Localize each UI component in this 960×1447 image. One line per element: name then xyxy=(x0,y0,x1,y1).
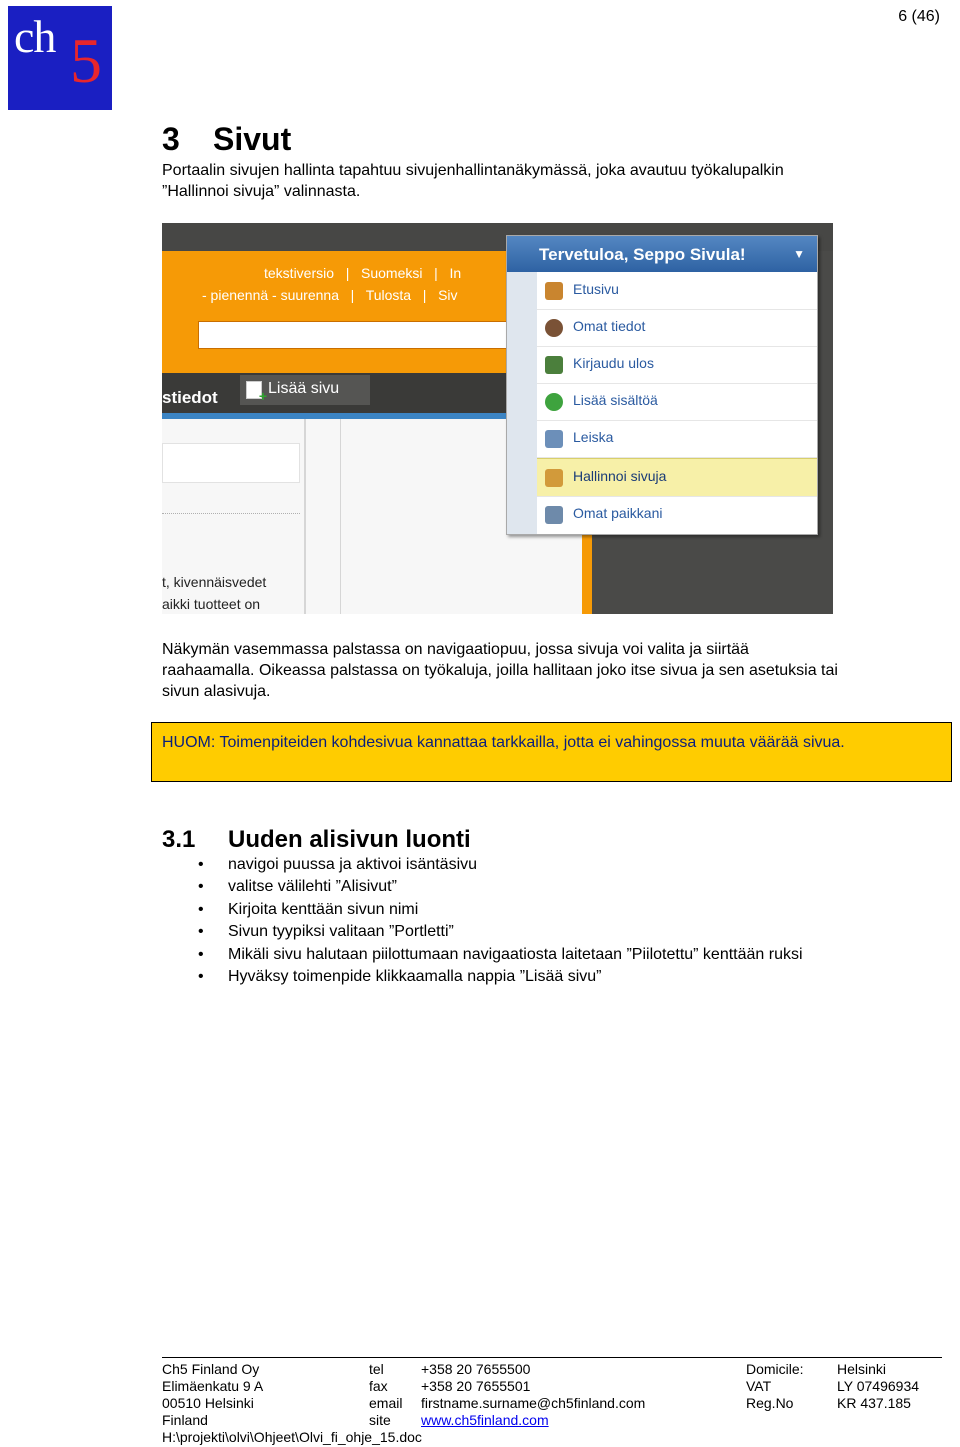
footer-label-domicile: Domicile: xyxy=(746,1361,804,1377)
portal-side-text-2: aikki tuotteet on xyxy=(162,596,261,612)
menu-item-omat-paikkani[interactable] xyxy=(537,496,817,533)
menu-item-hallinnoi-sivuja[interactable] xyxy=(537,458,817,497)
menu-item-label: Omat paikkani xyxy=(573,505,663,521)
footer-email: firstname.surname@ch5finland.com xyxy=(421,1395,646,1411)
menu-item-label: Leiska xyxy=(573,429,614,445)
footer-label-site: site xyxy=(369,1412,391,1428)
footer-fax: +358 20 7655501 xyxy=(421,1378,531,1394)
subsection-title: Uuden alisivun luonti xyxy=(228,826,471,853)
page-number: 6 (46) xyxy=(898,8,940,25)
footer-address: Elimäenkatu 9 A xyxy=(162,1378,264,1394)
portal-column-divider-2 xyxy=(340,419,341,614)
portal-top-links: tekstiversio | Suomeksi | In xyxy=(264,265,462,281)
add-page-icon xyxy=(246,381,262,399)
menu-item-lisaa-sisaltoa[interactable] xyxy=(537,383,817,421)
menu-title: Tervetuloa, Seppo Sivula! xyxy=(539,245,746,264)
user-dropdown-menu xyxy=(506,235,818,535)
section-title: Sivut xyxy=(213,121,292,157)
menu-item-label: Omat tiedot xyxy=(573,318,646,334)
footer-contact-values xyxy=(421,1361,645,1429)
menu-item-kirjaudu-ulos[interactable] xyxy=(537,346,817,384)
add-page-label: Lisää sivu xyxy=(268,380,340,397)
footer-vat: LY 07496934 xyxy=(837,1378,920,1394)
note-box xyxy=(151,722,952,782)
footer-label-fax: fax xyxy=(369,1378,388,1394)
home-icon xyxy=(545,282,563,300)
list-item: • valitse välilehti ”Alisivut” xyxy=(228,876,803,898)
logout-icon xyxy=(545,356,563,374)
footer-label-regno: Reg.No xyxy=(746,1395,794,1411)
portal-side-text-1: t, kivennäisvedet xyxy=(162,574,267,590)
places-icon xyxy=(545,506,563,524)
note-text: HUOM: Toimenpiteiden kohdesivua kannattaa tarkkailla, jotta ei vahingossa muuta väärää sivua. xyxy=(162,734,845,751)
subsection-heading xyxy=(162,826,471,854)
user-icon xyxy=(545,319,563,337)
footer-label-email: email xyxy=(369,1395,403,1411)
menu-header[interactable] xyxy=(507,236,817,272)
footer-domicile: Helsinki xyxy=(837,1361,887,1377)
menu-item-label: Lisää sisältöä xyxy=(573,392,658,408)
footer-reg-labels xyxy=(746,1361,804,1412)
footer-postal: 00510 Helsinki xyxy=(162,1395,254,1411)
menu-item-label: Etusivu xyxy=(573,281,619,297)
footer-company-name: Ch5 Finland Oy xyxy=(162,1361,260,1377)
list-item: • Mikäli sivu halutaan piilottumaan navigaatiosta laitetaan ”Piilotettu” kenttään ruksi xyxy=(228,944,803,966)
footer-rule xyxy=(162,1357,942,1358)
menu-item-label: Hallinnoi sivuja xyxy=(573,468,667,484)
logo-text-5: 5 xyxy=(70,25,102,96)
list-item: • Sivun tyypiksi valitaan ”Portletti” xyxy=(228,921,803,943)
footer-tel: +358 20 7655500 xyxy=(421,1361,531,1377)
logo-text-ch: ch xyxy=(14,11,56,62)
portal-tab-stiedot[interactable]: stiedot xyxy=(162,388,218,407)
portal-search-input[interactable] xyxy=(198,321,520,349)
edit-page-icon xyxy=(545,469,563,487)
steps-list xyxy=(228,854,803,988)
add-icon xyxy=(545,393,563,411)
layout-icon xyxy=(545,430,563,448)
menu-item-label: Kirjaudu ulos xyxy=(573,355,654,371)
chevron-down-icon[interactable]: ▼ xyxy=(793,247,805,261)
list-item: • Kirjoita kenttään sivun nimi xyxy=(228,899,803,921)
footer-filepath: H:\projekti\olvi\Ohjeet\Olvi_fi_ohje_15.doc xyxy=(162,1429,422,1445)
ch5-logo xyxy=(8,6,112,110)
body-line-3: sivun alasivuja. xyxy=(162,683,271,700)
body-line-2: raahaamalla. Oikeassa palstassa on työkaluja, joilla hallitaan joko itse sivua ja sen asetuksia tai xyxy=(162,662,838,679)
body-line-1: Näkymän vasemmassa palstassa on navigaatiopuu, jossa sivuja voi valita ja siirtää xyxy=(162,641,749,658)
footer-country: Finland xyxy=(162,1412,208,1428)
footer-label-vat: VAT xyxy=(746,1378,772,1394)
portal-column-divider xyxy=(304,419,306,614)
footer-contact-labels xyxy=(369,1361,402,1429)
footer-regno: KR 437.185 xyxy=(837,1395,911,1411)
subsection-number: 3.1 xyxy=(162,826,196,853)
intro-line-1: Portaalin sivujen hallinta tapahtuu sivujenhallintanäkymässä, joka avautuu työkalupalkin xyxy=(162,162,784,179)
menu-sidebar xyxy=(507,272,537,534)
section-heading xyxy=(162,121,291,158)
list-item: • navigoi puussa ja aktivoi isäntäsivu xyxy=(228,854,803,876)
footer-reg-values xyxy=(837,1361,919,1412)
portal-screenshot xyxy=(162,223,833,614)
menu-item-etusivu[interactable] xyxy=(537,272,817,310)
menu-item-omat-tiedot[interactable] xyxy=(537,309,817,347)
portal-dotted-separator xyxy=(162,513,300,514)
section-number: 3 xyxy=(162,121,180,157)
add-page-button[interactable] xyxy=(240,375,370,405)
portal-content-box xyxy=(162,443,300,483)
footer-label-tel: tel xyxy=(369,1361,384,1377)
portal-top-links-2: - pienennä - suurenna | Tulosta | Siv xyxy=(202,287,458,303)
footer-site-link[interactable]: www.ch5finland.com xyxy=(421,1412,549,1428)
list-item: • Hyväksy toimenpide klikkaamalla nappia ”Lisää sivu” xyxy=(228,966,803,988)
menu-item-leiska[interactable] xyxy=(537,420,817,458)
portal-orange-strip xyxy=(582,523,592,614)
intro-line-2: ”Hallinnoi sivuja” valinnasta. xyxy=(162,183,361,200)
